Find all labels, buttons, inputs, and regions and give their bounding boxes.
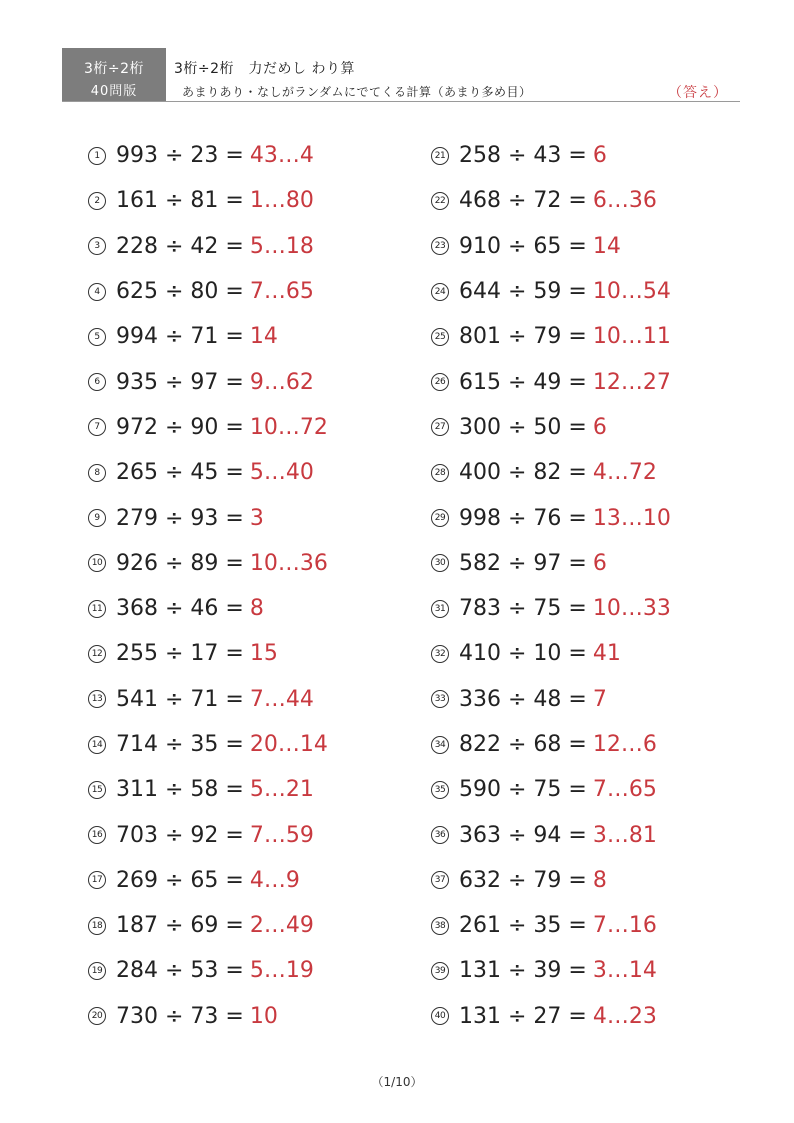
problem-answer: 10…33 bbox=[592, 596, 671, 622]
problem-column-right bbox=[431, 133, 671, 1039]
problem-number: 1 bbox=[88, 147, 106, 165]
problem-expression: 972 ÷ 90 = bbox=[116, 414, 244, 440]
problem-expression: 279 ÷ 93 = bbox=[116, 505, 244, 531]
problem-answer: 3…14 bbox=[592, 958, 657, 984]
badge-level-label: 3桁÷2桁 bbox=[83, 61, 145, 77]
problem-expression: 368 ÷ 46 = bbox=[116, 596, 244, 622]
problem-number: 3 bbox=[88, 237, 106, 255]
problem-expression: 582 ÷ 97 = bbox=[459, 550, 587, 576]
problem-expression: 822 ÷ 68 = bbox=[459, 732, 587, 757]
problem-row bbox=[88, 767, 328, 812]
problem-expression: 284 ÷ 53 = bbox=[116, 958, 244, 984]
worksheet-header bbox=[62, 48, 740, 101]
worksheet-subtitle: あまりあり・なしがランダムにでてくる計算（あまり多め目） bbox=[182, 85, 532, 99]
problem-number: 14 bbox=[88, 736, 106, 754]
problem-row bbox=[431, 586, 671, 631]
problem-number: 27 bbox=[431, 418, 449, 436]
problem-answer: 3…81 bbox=[592, 822, 657, 848]
problem-answer: 1…80 bbox=[249, 188, 314, 214]
problem-row bbox=[88, 178, 328, 223]
problem-expression: 187 ÷ 69 = bbox=[116, 913, 244, 939]
problem-expression: 703 ÷ 92 = bbox=[116, 822, 244, 848]
problem-number: 40 bbox=[431, 1007, 449, 1025]
problem-row bbox=[431, 677, 671, 722]
problem-number: 23 bbox=[431, 237, 449, 255]
problem-expression: 255 ÷ 17 = bbox=[116, 641, 244, 667]
problem-row bbox=[431, 767, 671, 812]
problem-expression: 261 ÷ 35 = bbox=[459, 913, 587, 939]
problem-row bbox=[431, 948, 671, 993]
problem-row bbox=[88, 450, 328, 495]
problem-row bbox=[431, 541, 671, 586]
problem-answer: 10 bbox=[249, 1003, 278, 1029]
problem-expression: 632 ÷ 79 = bbox=[459, 867, 587, 893]
problem-number: 36 bbox=[431, 826, 449, 844]
problem-row bbox=[88, 314, 328, 359]
problem-number: 18 bbox=[88, 917, 106, 935]
problem-row bbox=[431, 359, 671, 404]
problem-answer: 15 bbox=[249, 641, 278, 667]
problem-answer: 9…62 bbox=[249, 369, 314, 395]
problem-answer: 14 bbox=[592, 233, 621, 259]
problem-expression: 910 ÷ 65 = bbox=[459, 233, 587, 259]
problem-answer: 5…40 bbox=[249, 460, 314, 486]
problem-expression: 410 ÷ 10 = bbox=[459, 641, 587, 667]
problem-answer: 20…14 bbox=[249, 732, 328, 757]
problem-row bbox=[431, 495, 671, 540]
problem-answer: 3 bbox=[249, 505, 264, 531]
problem-row bbox=[88, 858, 328, 903]
problem-answer: 7 bbox=[592, 686, 607, 712]
problem-answer: 6…36 bbox=[592, 188, 657, 214]
problem-number: 2 bbox=[88, 192, 106, 210]
problem-row bbox=[88, 994, 328, 1039]
page-number: （1/10） bbox=[371, 1075, 423, 1089]
problem-row bbox=[431, 269, 671, 314]
problem-answer: 4…9 bbox=[249, 867, 300, 893]
problem-answer: 7…65 bbox=[249, 279, 314, 305]
problem-answer: 8 bbox=[249, 596, 264, 622]
problem-number: 9 bbox=[88, 509, 106, 527]
problem-row bbox=[88, 269, 328, 314]
problem-number: 29 bbox=[431, 509, 449, 527]
problem-number: 28 bbox=[431, 464, 449, 482]
problem-number: 32 bbox=[431, 645, 449, 663]
problem-answer: 6 bbox=[592, 550, 607, 576]
problem-answer: 8 bbox=[592, 867, 607, 893]
problem-expression: 783 ÷ 75 = bbox=[459, 596, 587, 622]
problem-number: 26 bbox=[431, 373, 449, 391]
problem-row bbox=[88, 405, 328, 450]
problem-row bbox=[431, 994, 671, 1039]
problem-number: 21 bbox=[431, 147, 449, 165]
problem-expression: 363 ÷ 94 = bbox=[459, 822, 587, 848]
problem-expression: 541 ÷ 71 = bbox=[116, 686, 244, 712]
problem-number: 7 bbox=[88, 418, 106, 436]
problem-answer: 12…6 bbox=[592, 732, 657, 757]
problem-answer: 14 bbox=[249, 324, 278, 350]
problem-expression: 300 ÷ 50 = bbox=[459, 414, 587, 440]
problem-expression: 993 ÷ 23 = bbox=[116, 143, 244, 169]
problem-number: 33 bbox=[431, 690, 449, 708]
problem-number: 35 bbox=[431, 781, 449, 799]
problem-number: 39 bbox=[431, 962, 449, 980]
problem-number: 38 bbox=[431, 917, 449, 935]
problem-row bbox=[431, 631, 671, 676]
problem-expression: 468 ÷ 72 = bbox=[459, 188, 587, 214]
problem-answer: 7…65 bbox=[592, 777, 657, 803]
problem-expression: 258 ÷ 43 = bbox=[459, 143, 587, 169]
problem-row bbox=[88, 359, 328, 404]
problem-number: 10 bbox=[88, 554, 106, 572]
problem-number: 5 bbox=[88, 328, 106, 346]
problem-row bbox=[88, 586, 328, 631]
problem-number: 19 bbox=[88, 962, 106, 980]
problem-number: 17 bbox=[88, 871, 106, 889]
problem-row bbox=[431, 405, 671, 450]
problem-answer: 10…36 bbox=[249, 550, 328, 576]
problem-answer: 43…4 bbox=[249, 143, 314, 169]
problem-number: 6 bbox=[88, 373, 106, 391]
problem-row bbox=[88, 903, 328, 948]
problem-column-left bbox=[88, 133, 328, 1039]
problem-expression: 131 ÷ 27 = bbox=[459, 1003, 587, 1029]
problem-row bbox=[431, 722, 671, 767]
problem-row bbox=[88, 133, 328, 178]
problem-expression: 269 ÷ 65 = bbox=[116, 867, 244, 893]
problem-answer: 41 bbox=[592, 641, 621, 667]
problem-answer: 10…72 bbox=[249, 414, 328, 440]
problem-answer: 5…21 bbox=[249, 777, 314, 803]
problem-number: 13 bbox=[88, 690, 106, 708]
problem-number: 11 bbox=[88, 600, 106, 618]
problem-number: 25 bbox=[431, 328, 449, 346]
badge-count-label: 40問版 bbox=[90, 84, 138, 99]
problem-number: 22 bbox=[431, 192, 449, 210]
problem-row bbox=[431, 450, 671, 495]
problem-answer: 13…10 bbox=[592, 505, 671, 531]
problem-answer: 7…16 bbox=[592, 913, 657, 939]
problem-number: 30 bbox=[431, 554, 449, 572]
problem-answer: 4…23 bbox=[592, 1003, 657, 1029]
problem-number: 15 bbox=[88, 781, 106, 799]
problem-expression: 228 ÷ 42 = bbox=[116, 233, 244, 259]
problem-answer: 10…54 bbox=[592, 279, 671, 305]
problem-number: 34 bbox=[431, 736, 449, 754]
problem-expression: 644 ÷ 59 = bbox=[459, 279, 587, 305]
problem-number: 12 bbox=[88, 645, 106, 663]
problem-row bbox=[431, 903, 671, 948]
problem-number: 8 bbox=[88, 464, 106, 482]
answer-sheet-label: （答え） bbox=[668, 85, 728, 101]
problem-expression: 265 ÷ 45 = bbox=[116, 460, 244, 486]
problem-answer: 12…27 bbox=[592, 369, 671, 395]
worksheet-title: 3桁÷2桁 力だめし わり算 bbox=[174, 61, 355, 77]
problem-row bbox=[88, 495, 328, 540]
problem-row bbox=[88, 631, 328, 676]
problem-expression: 161 ÷ 81 = bbox=[116, 188, 244, 214]
problem-expression: 615 ÷ 49 = bbox=[459, 369, 587, 395]
problem-expression: 714 ÷ 35 = bbox=[116, 732, 244, 757]
problem-answer: 4…72 bbox=[592, 460, 657, 486]
problem-row bbox=[431, 224, 671, 269]
problem-expression: 400 ÷ 82 = bbox=[459, 460, 587, 486]
problem-expression: 730 ÷ 73 = bbox=[116, 1003, 244, 1029]
problem-expression: 935 ÷ 97 = bbox=[116, 369, 244, 395]
problem-row bbox=[431, 314, 671, 359]
problem-number: 16 bbox=[88, 826, 106, 844]
problem-row bbox=[88, 677, 328, 722]
problem-answer: 6 bbox=[592, 143, 607, 169]
problem-number: 37 bbox=[431, 871, 449, 889]
problem-number: 20 bbox=[88, 1007, 106, 1025]
problem-number: 31 bbox=[431, 600, 449, 618]
problem-answer: 6 bbox=[592, 414, 607, 440]
header-divider bbox=[62, 101, 740, 102]
problem-number: 24 bbox=[431, 283, 449, 301]
problem-answer: 5…18 bbox=[249, 233, 314, 259]
problem-expression: 590 ÷ 75 = bbox=[459, 777, 587, 803]
problem-expression: 625 ÷ 80 = bbox=[116, 279, 244, 305]
problem-answer: 7…44 bbox=[249, 686, 314, 712]
problem-row bbox=[431, 133, 671, 178]
problem-expression: 311 ÷ 58 = bbox=[116, 777, 244, 803]
problem-row bbox=[88, 224, 328, 269]
problem-answer: 2…49 bbox=[249, 913, 314, 939]
problem-number: 4 bbox=[88, 283, 106, 301]
problem-expression: 131 ÷ 39 = bbox=[459, 958, 587, 984]
problem-row bbox=[88, 541, 328, 586]
problem-expression: 336 ÷ 48 = bbox=[459, 686, 587, 712]
problem-expression: 801 ÷ 79 = bbox=[459, 324, 587, 350]
level-badge bbox=[62, 48, 166, 101]
problem-expression: 926 ÷ 89 = bbox=[116, 550, 244, 576]
problem-row bbox=[88, 948, 328, 993]
problem-answer: 5…19 bbox=[249, 958, 314, 984]
problem-row bbox=[431, 812, 671, 857]
problem-expression: 998 ÷ 76 = bbox=[459, 505, 587, 531]
problem-row bbox=[431, 178, 671, 223]
problem-row bbox=[88, 722, 328, 767]
problem-answer: 10…11 bbox=[592, 324, 671, 350]
problem-answer: 7…59 bbox=[249, 822, 314, 848]
problem-row bbox=[88, 812, 328, 857]
problem-expression: 994 ÷ 71 = bbox=[116, 324, 244, 350]
problem-row bbox=[431, 858, 671, 903]
